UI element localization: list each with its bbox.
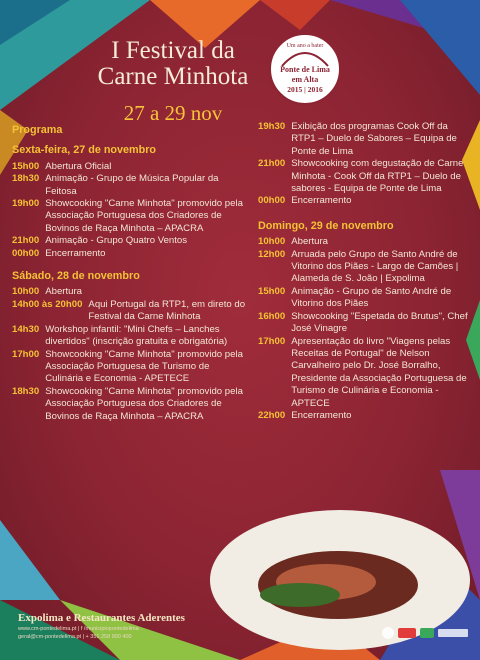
event-text: Abertura xyxy=(291,236,328,248)
event-item xyxy=(12,386,248,423)
event-item xyxy=(258,195,472,207)
event-item xyxy=(12,235,248,247)
event-time: 00h00 xyxy=(258,195,286,207)
program-heading: Programa xyxy=(12,124,63,136)
event-time: 21h00 xyxy=(12,235,40,247)
event-text: Showcooking "Espetada do Brutus", Chef José Vinagre xyxy=(291,310,468,335)
event-time: 16h00 xyxy=(258,310,286,322)
event-text: Animação - Grupo de Santo André de Vitorino dos Piães xyxy=(291,285,452,310)
program-left-column xyxy=(12,124,248,423)
event-text: Animação - Grupo de Música Popular da Feitosa xyxy=(45,173,219,197)
event-time: 18h30 xyxy=(12,385,40,397)
festival-title-line-1: I Festival da xyxy=(111,37,235,64)
badge-line-2: em Alta xyxy=(291,75,319,84)
event-item xyxy=(12,286,248,298)
saturday-title: Sábado, 28 de novembro xyxy=(12,270,140,283)
event-item xyxy=(258,286,472,311)
event-item xyxy=(258,410,472,422)
sunday-events xyxy=(258,236,472,422)
event-item xyxy=(258,121,472,158)
friday-title: Sexta-feira, 27 de novembro xyxy=(12,144,157,157)
event-text: Encerramento xyxy=(291,409,352,421)
festival-dates: 27 a 29 nov xyxy=(123,101,223,125)
badge-line-1: Ponte de Lima xyxy=(280,65,330,74)
sponsor-logos xyxy=(380,624,472,642)
event-time: 21h00 xyxy=(258,158,286,170)
footer-web-links: www.cm-pontedelima.pt | f /municipiopontedelima xyxy=(18,626,139,632)
event-time: 14h30 xyxy=(12,323,40,335)
event-text: Animação - Grupo Quatro Ventos xyxy=(45,235,188,247)
ponte-de-lima-em-alta-badge xyxy=(268,32,342,106)
event-time: 15h00 xyxy=(258,285,286,297)
event-text: Arruada pelo Grupo de Santo André de Vitorino dos Piães - Largo de Camões | Alameda de S. João | Expolima xyxy=(291,248,459,285)
event-time: 10h00 xyxy=(12,286,40,298)
footer-title: Expolima e Restaurantes Aderentes xyxy=(18,612,185,624)
badge-top-text: Um ano a bater xyxy=(286,43,324,49)
sunday-title: Domingo, 29 de novembro xyxy=(258,219,394,232)
event-text: Exibição dos programas Cook Off da RTP1 – Duelo de Sabores – Equipa de Ponte de Lima xyxy=(291,121,457,157)
event-time: 17h00 xyxy=(258,335,286,347)
event-time: 17h00 xyxy=(12,348,40,360)
event-item xyxy=(12,173,248,198)
event-text: Apresentação do livro "Viagens pelas Receitas de Portugal" de Nelson Carvalheiro pelo Dr. José Borralho, Presidente da Associação Portuguesa de Turismo de Culinária e Economia - APTECE xyxy=(291,335,467,409)
footer-contact: geral@cm-pontedelima.pt | + 351 258 900 400 xyxy=(18,634,132,640)
event-time: 00h00 xyxy=(12,247,40,259)
event-text: Workshop infantil: "Mini Chefs – Lanches divertidos" (inscrição gratuita e obrigatória) xyxy=(45,323,228,348)
event-text: Showcooking com degustação de Carne Minhota - Cook Off da RTP1 – Duelo de sabores - Equipa de Ponte de Lima xyxy=(291,158,464,195)
friday-events xyxy=(12,161,248,260)
event-text: Showcooking "Carne Minhota" promovido pela Associação Portuguesa de Turismo de Culinária e Economia - APETECE xyxy=(45,348,243,385)
event-time: 14h00 às 20h00 xyxy=(12,298,83,310)
event-text: Showcooking "Carne Minhota" promovido pela Associação Portuguesa dos Criadores de Bovinos de Raça Minhota – APACRA xyxy=(45,385,243,422)
event-time: 18h30 xyxy=(12,173,40,185)
event-item xyxy=(258,336,472,410)
event-item xyxy=(12,299,248,324)
saturday-events-continued xyxy=(258,121,472,208)
event-time: 19h00 xyxy=(12,198,40,210)
event-text: Showcooking "Carne Minhota" promovido pela Associação Portuguesa dos Criadores de Bovinos de Raça Minhota – APACRA xyxy=(45,198,243,234)
festival-title-line-2: Carne Minhota xyxy=(97,63,249,90)
event-time: 10h00 xyxy=(258,236,286,248)
event-text: Aqui Portugal da RTP1, em direto do Festival da Carne Minhota xyxy=(88,298,246,323)
badge-years: 2015 | 2016 xyxy=(287,85,323,94)
event-item xyxy=(258,236,472,248)
event-item xyxy=(12,324,248,349)
event-text: Abertura xyxy=(45,286,82,298)
saturday-events xyxy=(12,286,248,422)
event-text: Abertura Oficial xyxy=(45,160,112,172)
event-text: Encerramento xyxy=(291,195,352,207)
event-item xyxy=(258,311,472,336)
event-item xyxy=(12,248,248,260)
event-item xyxy=(12,198,248,235)
event-time: 22h00 xyxy=(258,409,286,421)
event-time: 19h30 xyxy=(258,121,286,132)
event-text: Encerramento xyxy=(45,247,106,259)
event-time: 15h00 xyxy=(12,160,40,172)
program-right-column xyxy=(258,121,472,422)
event-item xyxy=(258,249,472,286)
event-item xyxy=(12,349,248,386)
event-item xyxy=(12,161,248,173)
event-time: 12h00 xyxy=(258,248,286,260)
event-item xyxy=(258,158,472,195)
